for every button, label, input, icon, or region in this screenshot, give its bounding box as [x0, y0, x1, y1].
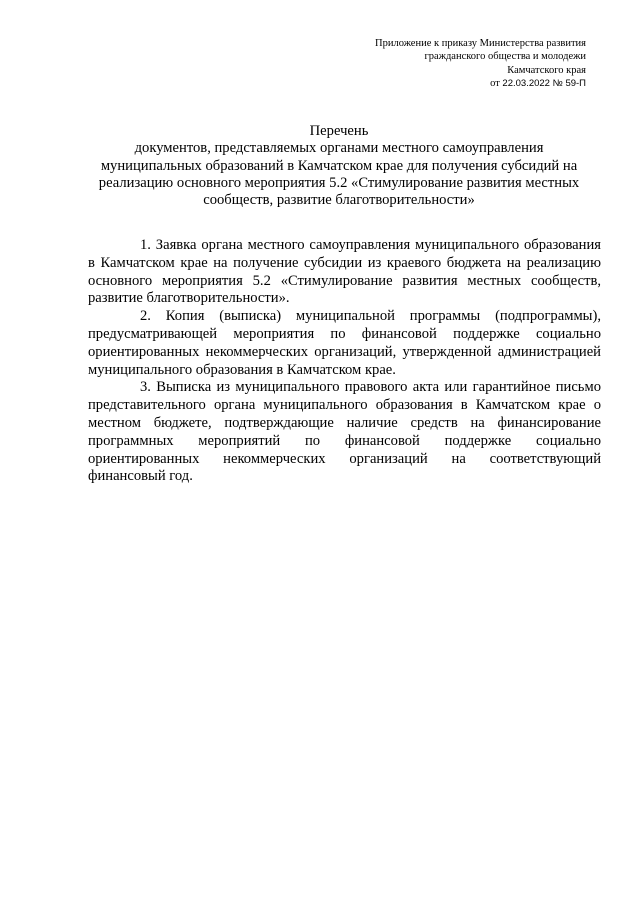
title-line-2: муниципальных образований в Камчатском крае для получения субсидий на [100, 157, 578, 174]
list-item-2: 2. Копия (выписка) муниципальной программы (подпрограммы), предусматривающей мероприятия по финансовой поддержке социально ориентированных некоммерческих организаций, утвержденной администрацией муниципального образования в Камчатском крае. [88, 308, 601, 378]
document-body [88, 237, 601, 486]
title-line-3: реализацию основного мероприятия 5.2 «Стимулирование развития местных [98, 174, 580, 191]
appendix-line-3: Камчатского края [507, 64, 586, 76]
title-line-1: документов, представляемых органами местного самоуправления [134, 140, 544, 157]
appendix-line-1: Приложение к приказу Министерства развития [375, 38, 586, 49]
appendix-line-2: гражданского общества и молодежи [424, 51, 586, 63]
appendix-date-value: 22.03.2022 № 59-П [502, 78, 586, 90]
appendix-date-prefix: от [490, 78, 500, 90]
appendix-date [286, 77, 586, 90]
appendix-header [286, 37, 586, 91]
list-item-3: 3. Выписка из муниципального правового акта или гарантийное письмо представительного органа муниципального образования в Камчатском крае о местном бюджете, подтверждающие наличие средств на финансирование программных мероприятий по финансовой поддержке социально ориентированных некоммерческих организаций на соответствующий финансовый год. [88, 379, 601, 485]
document-title [88, 123, 590, 209]
title-heading: Перечень [309, 123, 369, 139]
list-item-1: 1. Заявка органа местного самоуправления муниципального образования в Камчатском крае на получение субсидии из краевого бюджета на реализацию основного мероприятия 5.2 «Стимулирование развития местных сообществ, развитие благотворительности». [88, 237, 601, 307]
title-line-4: сообществ, развитие благотворительности» [203, 192, 475, 209]
